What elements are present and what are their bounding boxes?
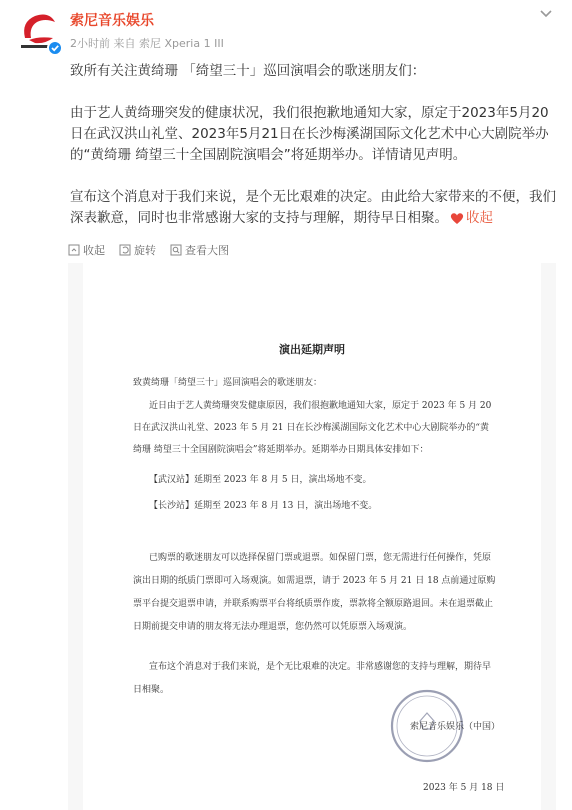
collapse-icon [68, 244, 80, 256]
doc-paragraph-line: 日期前提交申请的朋友将无法办理退票，您仍然可以凭原票入场观演。 [133, 622, 413, 632]
collapse-text-link[interactable]: 收起 [466, 210, 493, 226]
rotate-label: 旋转 [134, 244, 156, 257]
post-greeting: 致所有关注黄绮珊 「绮望三十」巡回演唱会的歌迷朋友们： [70, 63, 426, 79]
doc-paragraph-line: 票平台提交退票申请，并联系购票平台将纸质票作废，票款将全额原路退回。未在退票截止 [133, 599, 494, 609]
view-large-image-button[interactable] [170, 242, 229, 258]
user-name[interactable]: 索尼音乐娱乐 [70, 13, 154, 29]
rotate-image-button[interactable] [119, 242, 156, 258]
zoom-icon [170, 244, 182, 256]
rotate-icon [119, 244, 131, 256]
chevron-down-icon [536, 6, 556, 22]
doc-changsha-schedule: 【长沙站】延期至 2023 年 8 月 13 日，演出场地不变。 [149, 501, 378, 511]
view-large-label: 查看大图 [185, 244, 229, 257]
doc-title: 演出延期声明 [279, 343, 345, 356]
collapse-image-button[interactable] [68, 242, 105, 258]
post-header [0, 0, 572, 60]
doc-paragraph-line: 宣布这个消息对于我们来说，是个无比艰难的决定。非常感谢您的支持与理解，期待早 [149, 662, 492, 672]
doc-paragraph-line: 近日由于艺人黄绮珊突发健康原因，我们很抱歉地通知大家，原定于 2023 年 5 月 20 [149, 401, 492, 411]
post-meta [70, 35, 224, 51]
post-paragraph-2 [70, 187, 560, 232]
doc-date: 2023 年 5 月 18 日 [423, 783, 505, 793]
more-options-button[interactable] [536, 6, 556, 22]
collapse-label: 收起 [83, 244, 105, 257]
heart-icon [450, 211, 464, 232]
post-time[interactable]: 2小时前 [70, 37, 110, 50]
doc-signature: 索尼音乐娱乐（中国） [410, 722, 501, 732]
post-paragraph-2-text: 宣布这个消息对于我们来说，是个无比艰难的决定。由此给大家带来的不便，我们深表歉意，同时也非常感谢大家的支持与理解，期待早日相聚。 [70, 189, 556, 226]
doc-paragraph-line: 日相聚。 [133, 685, 170, 695]
post-content [70, 61, 560, 253]
doc-paragraph-line: 日在武汉洪山礼堂、2023 年 5 月 21 日在长沙梅溪湖国际文化艺术中心大剧院举办的“黄 [133, 423, 489, 433]
doc-paragraph-line: 绮珊 绮望三十全国剧院演唱会”将延期举办。延期举办日期具体安排如下： [133, 445, 429, 455]
post-source: 来自 索尼 Xperia 1 III [113, 37, 224, 50]
media-toolbar [68, 241, 229, 259]
doc-paragraph-line: 已购票的歌迷朋友可以选择保留门票或退票。如保留门票，您无需进行任何操作，凭原 [149, 553, 492, 563]
doc-paragraph-line: 演出日期的纸质门票即可入场观演。如需退票，请于 2023 年 5 月 21 日 18 点前通过原购 [133, 576, 496, 586]
post-image[interactable] [68, 263, 556, 810]
doc-salutation: 致黄绮珊「绮望三十」巡回演唱会的歌迷朋友： [133, 378, 323, 388]
doc-wuhan-schedule: 【武汉站】延期至 2023 年 8 月 5 日，演出场地不变。 [149, 475, 372, 485]
verified-badge-icon [47, 40, 63, 56]
post-paragraph-1: 由于艺人黄绮珊突发的健康状况，我们很抱歉地通知大家，原定于2023年5月20日在武汉洪山礼堂、2023年5月21日在长沙梅溪湖国际文化艺术中心大剧院举办的“黄绮珊 绮望三十全国剧院演唱会”将延期举办。详情请见声明。 [70, 105, 549, 163]
statement-document [83, 263, 541, 810]
